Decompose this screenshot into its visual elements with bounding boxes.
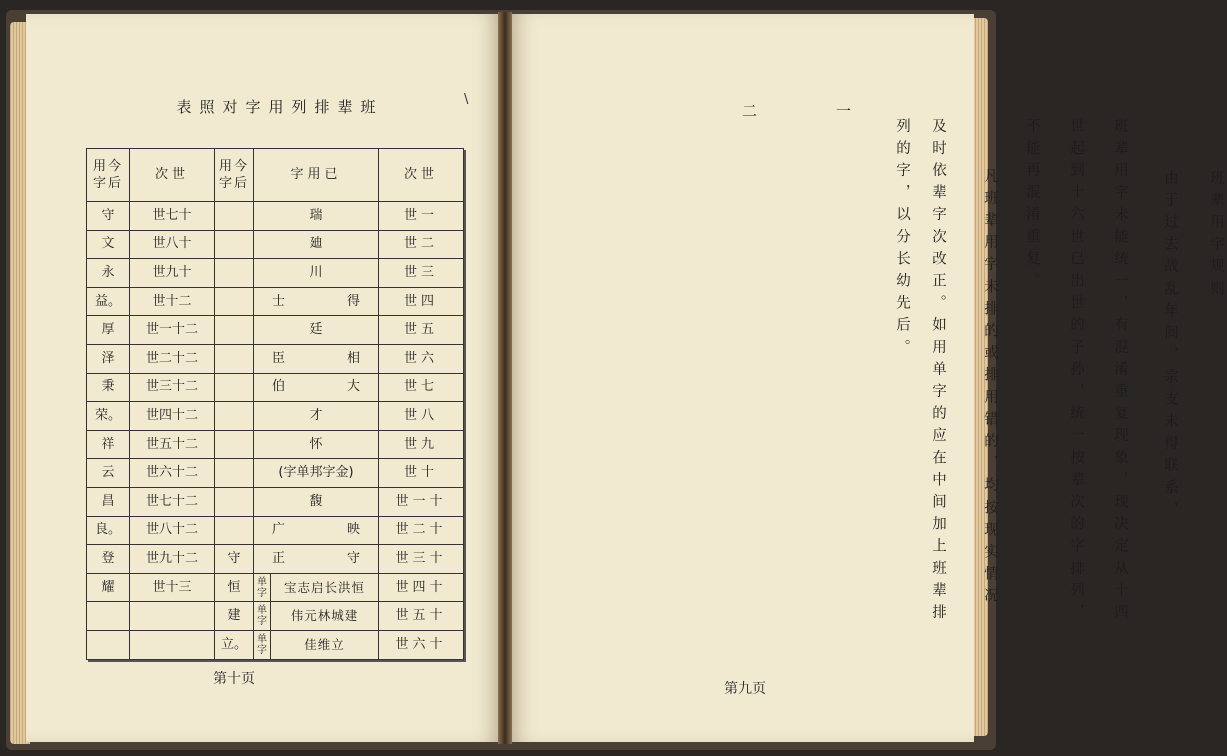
new-char-2-cell: [215, 230, 254, 259]
table-row: [87, 573, 464, 602]
used-char-cell: 廷: [254, 316, 379, 345]
generation-cell: 世四: [379, 287, 464, 316]
new-generation-cell: 世九十二: [130, 545, 215, 574]
rules-column: 班辈用字规则: [1208, 170, 1224, 303]
new-char-cell: [87, 602, 130, 631]
header-generation-a: 次世: [130, 149, 215, 202]
table-row: [87, 373, 464, 402]
new-char-2-cell: 恒: [215, 573, 254, 602]
new-generation-cell: 世九十: [130, 259, 215, 288]
new-char-2-cell: [215, 344, 254, 373]
new-char-cell: 秉: [87, 373, 130, 402]
new-char-cell: 益。: [87, 287, 130, 316]
table-title: 表照对字用列排辈班: [176, 98, 384, 116]
generation-cell: 世二十: [379, 516, 464, 545]
book-gutter: [498, 12, 512, 744]
new-char-cell: 耀: [87, 573, 130, 602]
right-header-right: 一: [836, 102, 852, 120]
rules-column: 及时依辈字次改正。如用单字的应在中间加上班辈排: [930, 118, 946, 627]
header-generation-b: 次世: [379, 149, 464, 202]
new-char-cell: 云: [87, 459, 130, 488]
left-page-number: 第十页: [213, 671, 255, 687]
new-char-2-cell: [215, 402, 254, 431]
used-char-left: 伯: [272, 379, 286, 395]
new-char-2-cell: [215, 202, 254, 231]
used-char-cell: [254, 602, 379, 631]
rules-column: 列的字，以分长幼先后。: [894, 118, 910, 362]
new-char-2-cell: [215, 259, 254, 288]
new-char-2-cell: [215, 287, 254, 316]
new-char-cell: 泽: [87, 344, 130, 373]
single-char-label: 单字: [254, 631, 271, 659]
generation-cell: 世九: [379, 430, 464, 459]
new-generation-cell: 世八十: [130, 230, 215, 259]
generation-cell: 世三: [379, 259, 464, 288]
new-char-2-cell: [215, 430, 254, 459]
new-char-cell: 祥: [87, 430, 130, 459]
used-char-text: 宝志启长洪恒: [283, 579, 365, 595]
new-generation-cell: 世八十二: [130, 516, 215, 545]
used-char-right: 大: [346, 379, 360, 395]
used-char-left: 正: [272, 550, 286, 566]
new-char-2-cell: [215, 373, 254, 402]
table-row: [87, 630, 464, 659]
used-char-cell: (字单邦字金): [254, 459, 379, 488]
used-char-cell: [254, 373, 379, 402]
used-char-text: 伟元林城建: [290, 608, 359, 624]
single-char-label: 单字: [254, 602, 271, 630]
generation-cell: 世六: [379, 344, 464, 373]
rules-column: 凡班辈用字未排的或排用错的，均按现实情况: [982, 168, 998, 610]
table-header-row: [87, 149, 464, 202]
generation-cell: 世四十: [379, 573, 464, 602]
generation-char-table: [86, 148, 464, 660]
rules-column: 由于过去战乱年间，宗支未得联系，: [1162, 170, 1178, 524]
header-new-char-2: 用今字后: [215, 149, 254, 202]
new-char-cell: 良。: [87, 516, 130, 545]
table-row: [87, 316, 464, 345]
generation-cell: 世五十: [379, 602, 464, 631]
new-generation-cell: [130, 630, 215, 659]
table-row: [87, 402, 464, 431]
new-generation-cell: 世三十二: [130, 373, 215, 402]
used-char-right: 相: [346, 350, 360, 366]
table-row: [87, 344, 464, 373]
new-char-2-cell: [215, 487, 254, 516]
used-char-cell: [254, 287, 379, 316]
single-char-label: 单字: [254, 574, 271, 602]
table-row: [87, 516, 464, 545]
new-char-cell: 荣。: [87, 402, 130, 431]
used-char-cell: 馥: [254, 487, 379, 516]
used-char-right: 守: [346, 550, 360, 566]
rules-column: 班辈用字未能统一，有混淆重复现象，现决定从十四: [1112, 118, 1128, 627]
new-char-2-cell: [215, 516, 254, 545]
generation-cell: 世二: [379, 230, 464, 259]
used-char-cell: 瑞: [254, 202, 379, 231]
used-char-cell: [254, 573, 379, 602]
table-row: [87, 487, 464, 516]
new-generation-cell: 世十三: [130, 573, 215, 602]
generation-cell: 世三十: [379, 545, 464, 574]
new-char-2-cell: 建: [215, 602, 254, 631]
generation-cell: 世一十: [379, 487, 464, 516]
right-header-left: 二: [742, 102, 758, 120]
table-row: [87, 230, 464, 259]
used-char-text: 佳维立: [304, 636, 345, 652]
new-char-2-cell: [215, 316, 254, 345]
table-row: [87, 202, 464, 231]
header-new-char: 用今字后: [87, 149, 130, 202]
new-generation-cell: 世二十二: [130, 344, 215, 373]
used-char-right: 映: [346, 522, 360, 538]
table-row: [87, 602, 464, 631]
used-char-cell: [254, 630, 379, 659]
new-char-2-cell: 立。: [215, 630, 254, 659]
used-char-cell: [254, 545, 379, 574]
header-used-char: 字用已: [254, 149, 379, 202]
used-char-left: 广: [272, 522, 286, 538]
table-row: [87, 430, 464, 459]
table-row: [87, 545, 464, 574]
new-char-cell: 守: [87, 202, 130, 231]
new-generation-cell: 世六十二: [130, 459, 215, 488]
used-char-cell: 才: [254, 402, 379, 431]
new-generation-cell: 世七十二: [130, 487, 215, 516]
used-char-cell: 廸: [254, 230, 379, 259]
new-char-cell: [87, 630, 130, 659]
table-row: [87, 459, 464, 488]
table-body: [87, 202, 464, 660]
new-generation-cell: 世十二: [130, 287, 215, 316]
new-char-cell: 厚: [87, 316, 130, 345]
generation-cell: 世五: [379, 316, 464, 345]
new-generation-cell: 世五十二: [130, 430, 215, 459]
new-char-cell: 昌: [87, 487, 130, 516]
table-row: [87, 259, 464, 288]
new-generation-cell: 世四十二: [130, 402, 215, 431]
new-char-cell: 文: [87, 230, 130, 259]
generation-cell: 世八: [379, 402, 464, 431]
generation-cell: 世一: [379, 202, 464, 231]
used-char-cell: 川: [254, 259, 379, 288]
tick-mark: \: [464, 92, 469, 107]
generation-cell: 世六十: [379, 630, 464, 659]
rules-column: 世起到十六世已出世的子孙，统一按辈次的字排列，: [1068, 118, 1084, 627]
new-char-2-cell: 守: [215, 545, 254, 574]
generation-cell: 世七: [379, 373, 464, 402]
new-char-cell: 登: [87, 545, 130, 574]
new-char-cell: 永: [87, 259, 130, 288]
new-generation-cell: [130, 602, 215, 631]
generation-cell: 世十: [379, 459, 464, 488]
rules-column: 不能再混淆重复。: [1024, 118, 1040, 295]
used-char-cell: [254, 516, 379, 545]
used-char-cell: [254, 344, 379, 373]
used-char-right: 得: [346, 293, 360, 309]
used-char-left: 士: [272, 293, 286, 309]
new-generation-cell: 世一十二: [130, 316, 215, 345]
used-char-left: 臣: [272, 350, 286, 366]
table-row: [87, 287, 464, 316]
new-char-2-cell: [215, 459, 254, 488]
new-generation-cell: 世七十: [130, 202, 215, 231]
used-char-cell: 怀: [254, 430, 379, 459]
right-page-number: 第九页: [724, 681, 766, 697]
